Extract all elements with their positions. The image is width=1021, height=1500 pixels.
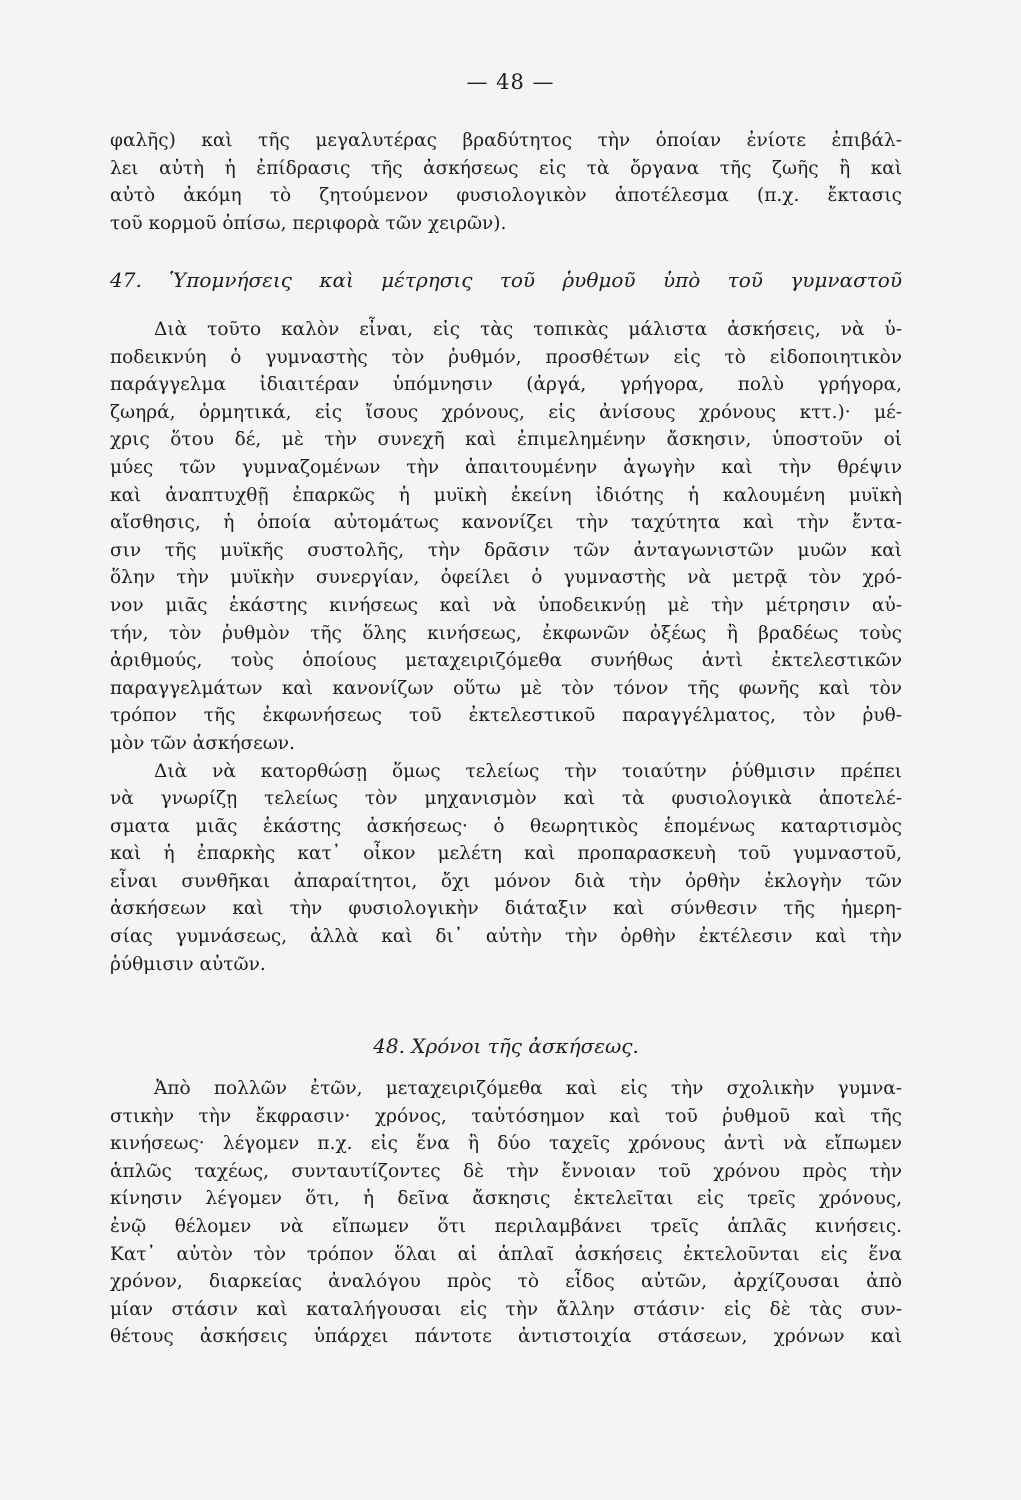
text-line: Διὰ τοῦτο καλὸν εἶναι, εἰς τὰς τοπικὰς μάλιστα ἀσκήσεις, νὰ ὑ- bbox=[154, 319, 902, 340]
text-line: χρις ὅτου δέ, μὲ τὴν συνεχῆ καὶ ἐπιμελημένην ἄσκησιν, ὑποστοῦν οἱ bbox=[110, 429, 902, 451]
continuation-paragraph bbox=[110, 127, 902, 237]
text-line: ποδεικνύη ὁ γυμναστὴς τὸν ῥυθμόν, προσθέτων εἰς τὸ εἰδοποιητικὸν bbox=[110, 346, 902, 368]
section-47-body bbox=[110, 316, 902, 978]
text-line: σιν τῆς μυϊκῆς συστολῆς, τὴν δρᾶσιν τῶν ἀνταγωνιστῶν μυῶν καὶ bbox=[110, 539, 902, 561]
text-line: στικὴν τὴν ἔκφρασιν· χρόνος, ταὐτόσημον καὶ τοῦ ῥυθμοῦ καὶ τῆς bbox=[110, 1105, 902, 1127]
text-line: καὶ ἀναπτυχθῇ ἐπαρκῶς ἡ μυϊκὴ ἐκείνη ἰδιότης ἡ καλουμένη μυϊκὴ bbox=[110, 484, 902, 506]
text-line: σματα μιᾶς ἑκάστης ἀσκήσεως· ὁ θεωρητικὸς ἑπομένως καταρτισμὸς bbox=[110, 815, 902, 837]
text-line: κίνησιν λέγομεν ὅτι, ἡ δεῖνα ἄσκησις ἐκτελεῖται εἰς τρεῖς χρόνους, bbox=[110, 1188, 902, 1210]
text-line: μὸν τῶν ἀσκήσεων. bbox=[110, 732, 295, 754]
text-line: μίαν στάσιν καὶ καταλήγουσαι εἰς τὴν ἄλλην στάσιν· εἰς δὲ τὰς συν- bbox=[110, 1298, 902, 1320]
text-line: καὶ ἡ ἐπαρκὴς κατ᾽ οἶκον μελέτη καὶ προπαρασκευὴ τοῦ γυμναστοῦ, bbox=[110, 843, 902, 865]
text-line: αἴσθησις, ἡ ὁποία αὐτομάτως κανονίζει τὴν ταχύτητα καὶ τὴν ἔντα- bbox=[110, 512, 902, 534]
text-line: παραγγελμάτων καὶ κανονίζων οὕτω μὲ τὸν τόνον τῆς φωνῆς καὶ τὸν bbox=[110, 677, 902, 699]
text-line: Διὰ νὰ κατορθώσῃ ὅμως τελείως τὴν τοιαύτην ῥύθμισιν πρέπει bbox=[154, 760, 902, 782]
text-line: θέτους ἀσκήσεις ὑπάρχει πάντοτε ἀντιστοιχία στάσεων, χρόνων καὶ bbox=[110, 1326, 902, 1348]
text-line: ῥύθμισιν αὐτῶν. bbox=[110, 953, 266, 975]
text-line: ἁπλῶς ταχέως, συνταυτίζοντες δὲ τὴν ἔννοιαν τοῦ χρόνου πρὸς τὴν bbox=[110, 1160, 902, 1182]
text-line: ὅλην τὴν μυϊκὴν συνεργίαν, ὀφείλει ὁ γυμναστὴς νὰ μετρᾷ τὸν χρό- bbox=[110, 567, 902, 589]
text-line: λει αὐτὴ ἡ ἐπίδρασις τῆς ἀσκήσεως εἰς τὰ ὄργανα τῆς ζωῆς ἢ καὶ bbox=[110, 157, 902, 179]
text-line: ἐνῷ θέλομεν νὰ εἴπωμεν ὅτι περιλαμβάνει τρεῖς ἁπλᾶς κινήσεις. bbox=[110, 1215, 902, 1237]
text-line: νον μιᾶς ἑκάστης κινήσεως καὶ νὰ ὑποδεικνύῃ μὲ τὴν μέτρησιν αὐ- bbox=[110, 594, 902, 616]
text-line: νὰ γνωρίζῃ τελείως τὸν μηχανισμὸν καὶ τὰ φυσιολογικὰ ἀποτελέ- bbox=[110, 788, 902, 810]
section-47-heading: 47. Ὑπομνήσεις καὶ μέτρησις τοῦ ῥυθμοῦ ὑπὸ τοῦ γυμναστοῦ bbox=[110, 268, 902, 292]
text-line: Κατ᾽ αὐτὸν τὸν τρόπον ὅλαι αἱ ἁπλαῖ ἀσκήσεις ἐκτελοῦνται εἰς ἕνα bbox=[110, 1243, 902, 1265]
section-48-body bbox=[110, 1075, 902, 1351]
text-line: ζωηρά, ὁρμητικά, εἰς ἴσους χρόνους, εἰς ἀνίσους χρόνους κττ.)· μέ- bbox=[110, 401, 902, 423]
text-line: τήν, τὸν ῥυθμὸν τῆς ὅλης κινήσεως, ἐκφωνῶν ὀξέως ἢ βραδέως τοὺς bbox=[110, 622, 902, 644]
text-line: Ἀπὸ πολλῶν ἐτῶν, μεταχειριζόμεθα καὶ εἰς τὴν σχολικὴν γυμνα- bbox=[154, 1078, 902, 1099]
text-line: τρόπον τῆς ἐκφωνήσεως τοῦ ἐκτελεστικοῦ παραγγέλματος, τὸν ῥυθ- bbox=[110, 705, 902, 727]
text-line: παράγγελμα ἰδιαιτέραν ὑπόμνησιν (ἀργά, γρήγορα, πολὺ γρήγορα, bbox=[110, 374, 902, 396]
text-line: σίας γυμνάσεως, ἀλλὰ καὶ δι᾽ αὐτὴν τὴν ὀρθὴν ἐκτέλεσιν καὶ τὴν bbox=[110, 926, 902, 948]
page-number: — 48 — bbox=[466, 70, 555, 94]
text-line: χρόνον, διαρκείας ἀναλόγου πρὸς τὸ εἶδος αὐτῶν, ἀρχίζουσαι ἀπὸ bbox=[110, 1271, 902, 1293]
text-line: μύες τῶν γυμναζομένων τὴν ἀπαιτουμένην ἀγωγὴν καὶ τὴν θρέψιν bbox=[110, 456, 902, 478]
text-line: τοῦ κορμοῦ ὀπίσω, περιφορὰ τῶν χειρῶν). bbox=[110, 212, 507, 234]
text-line: αὐτὸ ἀκόμη τὸ ζητούμενον φυσιολογικὸν ἀποτέλεσμα (π.χ. ἔκτασις bbox=[110, 185, 902, 207]
text-line: ἀριθμούς, τοὺς ὁποίους μεταχειριζόμεθα συνήθως ἀντὶ ἐκτελεστικῶν bbox=[110, 650, 902, 672]
text-line: εἶναι συνθῆκαι ἀπαραίτητοι, ὄχι μόνον διὰ τὴν ὀρθὴν ἐκλογὴν τῶν bbox=[110, 870, 902, 892]
text-line: κινήσεως· λέγομεν π.χ. εἰς ἕνα ἢ δύο ταχεῖς χρόνους ἀντὶ νὰ εἴπωμεν bbox=[110, 1133, 902, 1155]
text-line: φαλῆς) καὶ τῆς μεγαλυτέρας βραδύτητος τὴν ὁποίαν ἐνίοτε ἐπιβάλ- bbox=[110, 130, 902, 151]
section-48-heading: 48. Χρόνοι τῆς ἀσκήσεως. bbox=[373, 1034, 639, 1058]
text-line: ἀσκήσεων καὶ τὴν φυσιολογικὴν διάταξιν καὶ σύνθεσιν τῆς ἡμερη- bbox=[110, 898, 902, 920]
